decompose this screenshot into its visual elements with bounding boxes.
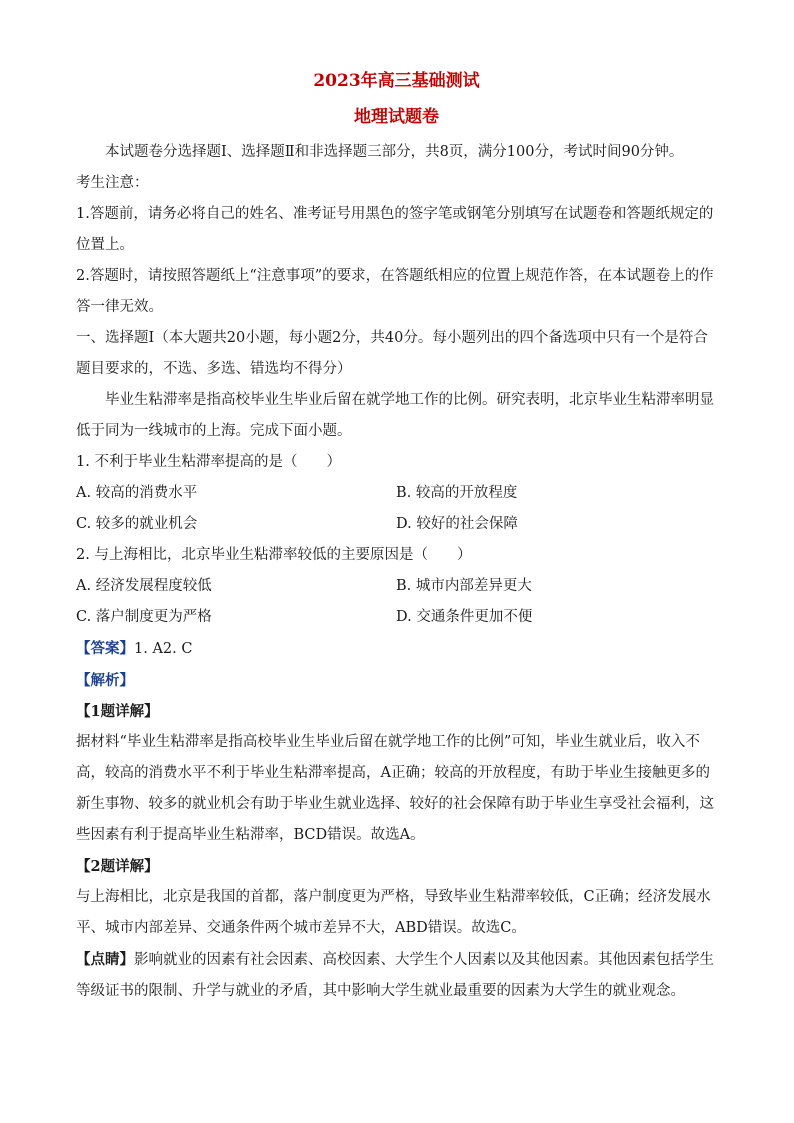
question-2 (76, 540, 717, 633)
page-title: 2023年高三基础测试 (313, 71, 480, 91)
detail-2-text: 与上海相比，北京是我国的首都，落户制度更为严格，导致毕业生粘滞率较低，C正确；经济发展水平、城市内部差异、交通条件两个城市差异不大，ABD错误。故选C。 (76, 889, 711, 936)
section-heading: 一、选择题Ⅰ（本大题共20小题，每小题2分，共40分。每小题列出的四个备选项中只有一个是符合题目要求的，不选、多选、错选均不得分） (76, 330, 708, 377)
detail-1-label: 【1题详解】 (76, 703, 159, 720)
option-c: C. 较多的就业机会 (76, 516, 198, 532)
comment-label: 【点睛】 (76, 951, 134, 968)
analysis-label: 【解析】 (76, 672, 134, 689)
intro-paragraph: 本试题卷分选择题Ⅰ、选择题Ⅱ和非选择题三部分，共8页，满分100分，考试时间90分钟。 (105, 144, 684, 160)
option-d: D. 交通条件更加不便 (396, 609, 533, 625)
material-paragraph: 毕业生粘滞率是指高校毕业生毕业后留在就学地工作的比例。研究表明，北京毕业生粘滞率明显低于同为一线城市的上海。完成下面小题。 (76, 392, 714, 439)
option-d: D. 较好的社会保障 (396, 516, 518, 532)
page-subtitle: 地理试题卷 (354, 107, 439, 127)
question-1 (76, 447, 717, 540)
detail-1-text: 据材料“毕业生粘滞率是指高校毕业生毕业后留在就学地工作的比例”可知，毕业生就业后，收入不高，较高的消费水平不利于毕业生粘滞率提高，A正确；较高的开放程度，有助于毕业生接触更多的新生事物、较多的就业机会有助于毕业生就业选择、较好的社会保障有助于毕业生享受社会福利，这些因素有利于提高毕业生粘滞率，BCD错误。故选A。 (76, 734, 714, 843)
answer-line (76, 633, 717, 665)
comment-text: 影响就业的因素有社会因素、高校因素、大学生个人因素以及其他因素。其他因素包括学生等级证书的限制、升学与就业的矛盾，其中影响大学生就业最重要的因素为大学生的就业观念。 (76, 952, 714, 999)
notice-item-1: 1.答题前，请务必将自己的姓名、准考证号用黑色的签字笔或钢笔分别填写在试题卷和答题纸规定的位置上。 (76, 206, 714, 253)
option-b: B. 城市内部差异更大 (396, 578, 532, 594)
question-stem: 2. 与上海相比，北京毕业生粘滞率较低的主要原因是（ ） (76, 547, 472, 563)
answer-text: 1. A2. C (134, 641, 193, 657)
option-b: B. 较高的开放程度 (396, 485, 518, 501)
option-list (76, 571, 717, 633)
option-a: A. 较高的消费水平 (76, 485, 198, 501)
option-a: A. 经济发展程度较低 (76, 578, 212, 594)
option-list (76, 478, 717, 540)
notice-item-2: 2.答题时，请按照答题纸上“注意事项”的要求，在答题纸相应的位置上规范作答，在本试题卷上的作答一律无效。 (76, 268, 714, 315)
comment-paragraph (76, 944, 717, 1007)
detail-2-label: 【2题详解】 (76, 858, 159, 875)
question-stem: 1. 不利于毕业生粘滞率提高的是（ ） (76, 454, 341, 470)
notice-heading: 考生注意： (76, 175, 149, 191)
answer-label: 【答案】 (76, 640, 134, 657)
option-c: C. 落户制度更为严格 (76, 609, 212, 625)
